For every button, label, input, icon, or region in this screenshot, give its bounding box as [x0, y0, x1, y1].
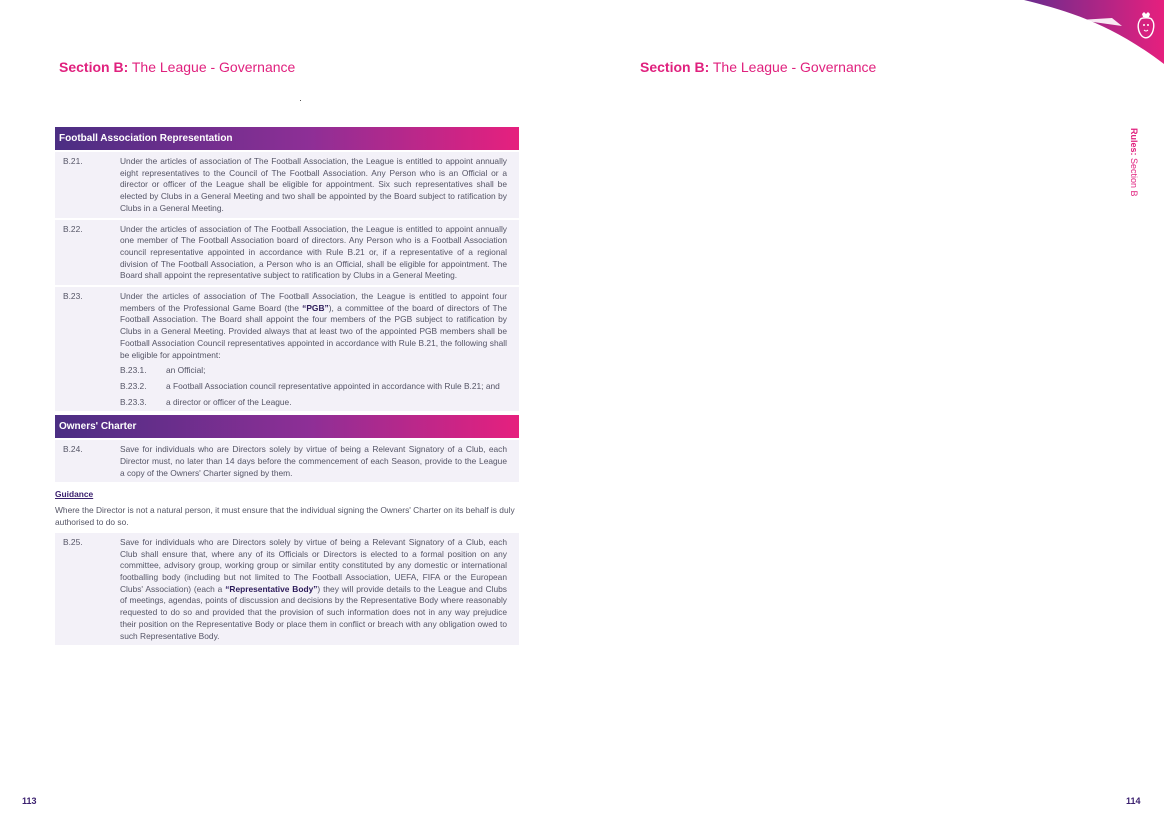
right-page — [582, 0, 1164, 825]
subrule-text: an Official; — [166, 365, 206, 376]
section-title — [59, 59, 295, 75]
rule-b23 — [55, 287, 519, 411]
subrule-text: a director or officer of the League. — [166, 396, 292, 407]
stray-dot — [300, 100, 301, 101]
rule-b25 — [55, 533, 519, 645]
rule-b24 — [55, 440, 519, 482]
subrule-text: a Football Association council representative appointed in accordance with Rule B.21; and — [166, 380, 500, 391]
side-label-lead: Rules: — [1129, 128, 1139, 156]
guidance-text: Where the Director is not a natural person, it must ensure that the individual signing the Owners' Charter on its behalf is duly authorised to do so. — [55, 505, 515, 528]
rule-number: B.25. — [63, 536, 83, 547]
rule-text: Under the articles of association of The Football Association, the League is entitled to appoint annually eight representatives to the Council of The Football Association. Any Person who is an Official or a director or officer of the League shall be eligible for appointment. Six such representatives shall be elected by Clubs in a General Meeting and two shall be appointed by the Board subject to ratification by Clubs in a General Meeting. — [120, 156, 507, 213]
rule-body — [120, 291, 507, 408]
subrule-number: B.23.3. — [120, 396, 147, 407]
section-title-rest: The League - Governance — [128, 59, 296, 75]
subrule-number: B.23.1. — [120, 365, 147, 376]
pgb-term: “PGB” — [302, 302, 329, 313]
section-title — [640, 59, 876, 75]
rule-text — [120, 291, 507, 361]
representative-body-term: “Representative Body” — [225, 583, 318, 594]
rule-text — [120, 537, 507, 642]
rule-number: B.21. — [63, 156, 83, 166]
subrule-number: B.23.2. — [120, 380, 147, 391]
corner-swoosh — [1024, 0, 1164, 64]
section-title-rest: The League - Governance — [709, 59, 877, 75]
side-section-label — [1129, 128, 1139, 197]
side-label-rest: Section B — [1129, 155, 1139, 197]
page-number: 113 — [22, 796, 37, 806]
section-title-lead: Section B: — [640, 59, 710, 75]
rule-b21 — [55, 152, 519, 218]
rule-text-part: ) they will provide details to the League and Clubs of meetings, agendas, points of discussion and decisions by the Representative Body where reasonably requested to do so and provided that the provision of such information does not in any way prejudice their position on the Representative Body or place them in conflict or breach with any obligation owed to such Representative Body. — [120, 583, 507, 641]
subrule-b23-2 — [120, 381, 507, 393]
rule-text-part: Under the articles of association of The Football Association, the League is entitled to appoint four members of the Professional Game Board (the — [120, 291, 507, 313]
rule-number: B.22. — [63, 223, 83, 234]
rule-text: Save for individuals who are Directors solely by virtue of being a Relevant Signatory of a Club, each Director must, no later than 14 days before the commencement of each Season, provide to the League a copy of the Owners' Charter signed by them. — [120, 444, 507, 478]
rules-content — [55, 127, 519, 645]
rule-b22 — [55, 220, 519, 286]
rule-number: B.24. — [63, 444, 83, 455]
rule-text-part: ), a committee of the board of directors of The Football Association. The Board shall appoint the four members of the PGB subject to ratification by Clubs in a General Meeting. Provided always that at least two of the appointed PGB members shall be Football Association Council representatives appointed in accordance with Rule B.21, the following shall be eligible for appointment: — [120, 302, 507, 360]
corner-decoration — [1014, 0, 1164, 66]
owners-charter-header: Owners' Charter — [55, 415, 519, 438]
guidance-title: Guidance — [55, 489, 94, 500]
rule-text-part: Save for individuals who are Directors solely by virtue of being a Relevant Signatory of a Club, each Club shall ensure that, where any of its Officials or Directors is elected to a formal position on any committee, advisory group, working group or similar entity constituted by any domestic or international footballing body (including but not limited to The Football Association, UEFA, FIFA or the European Clubs' Association) (each a — [120, 536, 507, 594]
subrule-b23-3 — [120, 397, 507, 409]
section-title-lead: Section B: — [59, 59, 129, 75]
rule-number: B.23. — [63, 291, 83, 302]
rule-text: Under the articles of association of The Football Association, the League is entitled to appoint annually one member of The Football Association board of directors. Any Person who is a Football Association council representative appointed in accordance with Rule B.21 or, if a representative of a regional division of The Football Association, a Person who is an Official, shall be eligible for appointment. The Board shall appoint the representative subject to ratification by Clubs in a General Meeting. — [120, 223, 507, 281]
subrule-b23-1 — [120, 365, 507, 377]
fa-representation-header: Football Association Representation — [55, 127, 519, 150]
page-number: 114 — [1126, 796, 1141, 806]
